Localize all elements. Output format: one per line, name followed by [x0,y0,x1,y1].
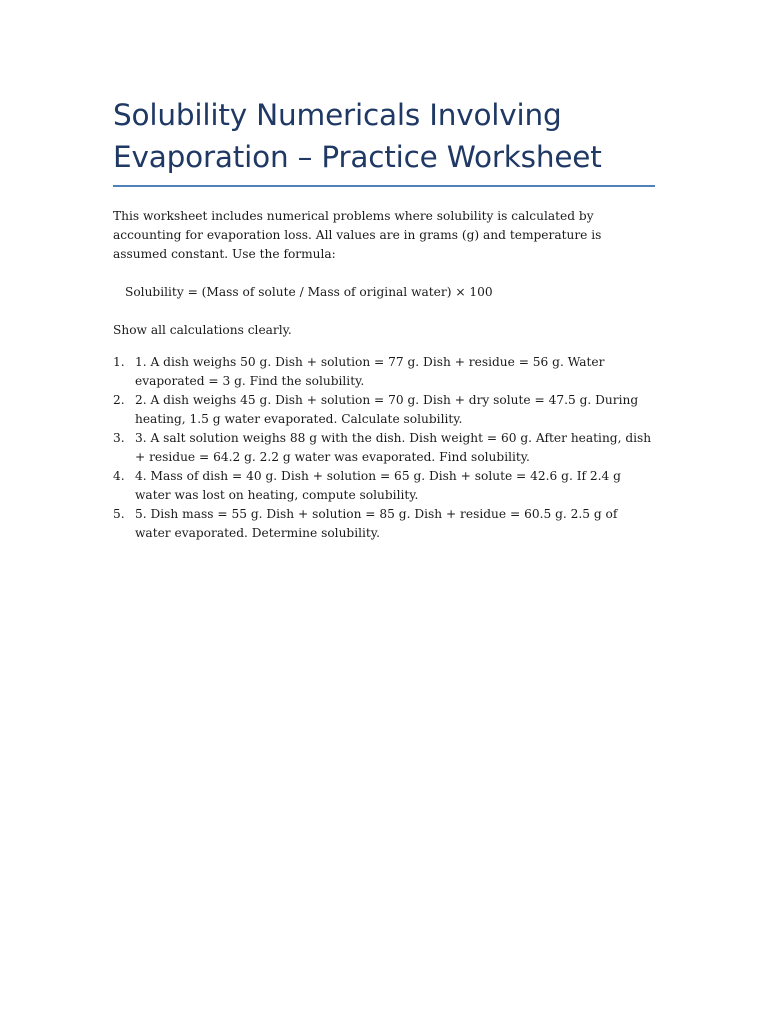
question-number: 5. [113,507,125,521]
question-number: 1. [113,355,125,369]
instruction-line: Show all calculations clearly. [113,323,292,337]
question-number: 2. [113,393,125,407]
question-text: 2. A dish weighs 45 g. Dish + solution = 70 g. Dish + dry solute = 47.5 g. During heating, 1.5 g water evaporated. Calculate solubility. [135,393,639,426]
list-item [113,467,655,505]
list-item [113,505,655,543]
question-text: 3. A salt solution weighs 88 g with the dish. Dish weight = 60 g. After heating, dish + residue = 64.2 g. 2.2 g water was evaporated. Find solubility. [135,431,652,464]
title-line-2: Evaporation – Practice Worksheet [113,140,602,174]
title-line-1: Solubility Numericals Involving [113,98,562,132]
question-text: 5. Dish mass = 55 g. Dish + solution = 85 g. Dish + residue = 60.5 g. 2.5 g of water evaporated. Determine solubility. [135,507,618,540]
question-text: 1. A dish weighs 50 g. Dish + solution = 77 g. Dish + residue = 56 g. Water evaporated = 3 g. Find the solubility. [135,355,605,388]
title-underline-divider [113,185,655,187]
page-title [113,94,655,178]
list-item [113,353,655,391]
list-item [113,391,655,429]
question-list [113,353,655,543]
formula-line: Solubility = (Mass of solute / Mass of original water) × 100 [125,285,493,299]
list-item [113,429,655,467]
question-text: 4. Mass of dish = 40 g. Dish + solution = 65 g. Dish + solute = 42.6 g. If 2.4 g water was lost on heating, compute solubility. [135,469,621,502]
question-number: 4. [113,469,125,483]
intro-paragraph: This worksheet includes numerical problems where solubility is calculated by accounting for evaporation loss. All values are in grams (g) and temperature is assumed constant. Use the formula: [113,209,602,261]
question-number: 3. [113,431,125,445]
worksheet-page [113,0,655,543]
